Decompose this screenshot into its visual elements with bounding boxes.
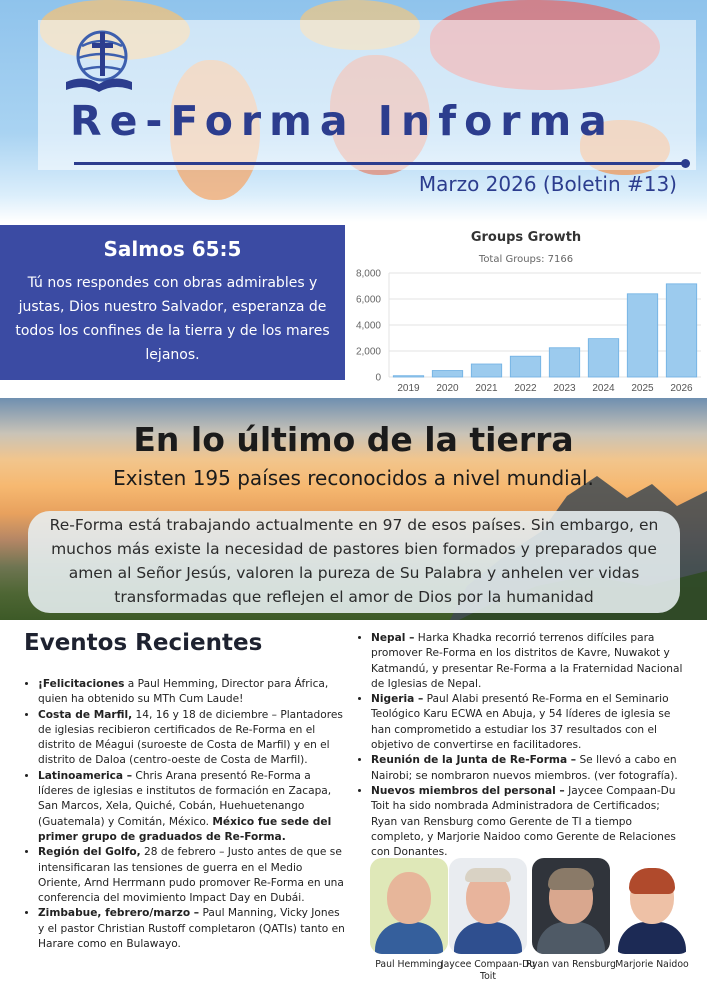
list-item: • Región del Golfo, 28 de febrero – Justo antes de que se intensificaran las tensiones de guerra en el Medio Oriente, Arnd Herrmann pudo promover Re-Forma en una conferencia del movimiento Impact Day en Dubái.: [38, 845, 346, 906]
banner-callout: Re-Forma está trabajando actualmente en 97 de esos países. Sin embargo, en muchos más existe la necesidad de pastores bien formados y preparados que amen al Señor Jesús, valoren la pureza de Su Palabra y anhelen ver vidas transformadas que reflejen el amor de Dios por la humanidad: [28, 511, 680, 613]
chart-title: Groups Growth: [470, 230, 582, 245]
verse-box: [0, 225, 345, 380]
title-divider: [74, 162, 686, 165]
sunset-banner: [0, 398, 707, 620]
x-tick-label: 2023: [553, 383, 576, 394]
header-banner: [0, 0, 707, 222]
y-tick-label: 0: [375, 372, 381, 384]
staff-name: Jaycee Compaan-Du Toit: [440, 959, 536, 982]
x-tick-label: 2019: [397, 383, 420, 394]
staff-photo: [449, 858, 527, 954]
list-item: • Nepal – Harka Khadka recorrió terrenos difíciles para promover Re-Forma en los distritos de Kavre, Nuwakot y Katmandú, y presentar Re-Forma a la Fraternidad Nacional de Iglesias de Nepal.: [371, 631, 687, 692]
staff-name: Marjorie Naidoo: [615, 959, 689, 970]
y-tick-label: 4,000: [355, 320, 381, 332]
y-tick-label: 2,000: [355, 346, 381, 358]
list-item: • Zimbabue, febrero/marzo – Paul Manning, Vicky Jones y el pastor Christian Rustoff completaron (QATIs) tanto en Harare como en Bulawayo.: [38, 906, 346, 952]
bar: [627, 294, 657, 377]
chart-plot: [345, 225, 707, 400]
x-tick-label: 2026: [670, 383, 693, 394]
events-column-right: [357, 631, 687, 860]
chart-subtitle: Total Groups: 7166: [478, 254, 574, 265]
staff-photo: [613, 858, 691, 954]
list-item: • Reunión de la Junta de Re-Forma – Se llevó a cabo en Nairobi; se nombraron nuevos miembros. (ver fotografía).: [371, 753, 687, 784]
banner-heading: En lo último de la tierra: [133, 420, 574, 459]
list-item: • Nigeria – Paul Alabi presentó Re-Forma en el Seminario Teológico Karu ECWA en Abuja, y 54 líderes de iglesia se han comprometido a estudiar los 37 resultados con el objetivo de convertirse en facilitadores.: [371, 692, 687, 753]
header-panel: [38, 20, 696, 170]
banner-subheading: Existen 195 países reconocidos a nivel mundial.: [113, 466, 594, 490]
list-item: • Latinoamerica – Chris Arana presentó Re-Forma a líderes de iglesias e institutos de formación en Zacapa, San Marcos, Xela, Quiché, Cobán, Huehuetenango (Guatemala) y Comitán, México. México fue sede del primer grupo de graduados de Re-Forma.: [38, 769, 346, 845]
newsletter-title: Re-Forma Informa: [70, 97, 615, 145]
list-item: • Nuevos miembros del personal – Jaycee Compaan-Du Toit ha sido nombrada Administradora de Certificados; Ryan van Rensburg como Gerente de TI a tiempo completo, y Marjorie Naidoo como Gerente de Relaciones con Donantes.: [371, 784, 687, 860]
issue-date: Marzo 2026 (Boletin #13): [418, 172, 677, 196]
bar: [588, 339, 618, 377]
globe-cross-logo: [64, 26, 134, 98]
x-tick-label: 2021: [475, 383, 498, 394]
y-tick-label: 8,000: [355, 268, 381, 280]
x-tick-label: 2025: [631, 383, 654, 394]
verse-text: Tú nos respondes con obras admirables y justas, Dios nuestro Salvador, esperanza de todos los confines de la tierra y de los mares lejanos.: [15, 275, 330, 363]
x-tick-label: 2020: [436, 383, 459, 394]
events-title: Eventos Recientes: [24, 630, 263, 656]
bar: [549, 348, 579, 377]
staff-name: Paul Hemming: [375, 959, 443, 970]
bar: [471, 364, 501, 377]
staff-name: Ryan van Rensburg: [526, 959, 616, 970]
staff-photo: [370, 858, 448, 954]
bar: [393, 376, 423, 377]
x-tick-label: 2024: [592, 383, 615, 394]
y-tick-label: 6,000: [355, 294, 381, 306]
groups-growth-chart: [345, 225, 707, 400]
x-tick-label: 2022: [514, 383, 537, 394]
bar: [666, 284, 696, 377]
list-item: • Costa de Marfil, 14, 16 y 18 de diciembre – Plantadores de iglesias recibieron certificados de Re-Forma en el distrito de Méagui (suroeste de Costa de Marfil) y en el distrito de Daloa (centro-oeste de Costa de Marfil).: [38, 708, 346, 769]
bar: [432, 371, 462, 378]
events-column-left: [24, 677, 346, 952]
list-item: • ¡Felicitaciones a Paul Hemming, Director para África, quien ha obtenido su MTh Cum Laude!: [38, 677, 346, 708]
staff-photo: [532, 858, 610, 954]
verse-reference: Salmos 65:5: [103, 237, 242, 261]
bar: [510, 356, 540, 377]
